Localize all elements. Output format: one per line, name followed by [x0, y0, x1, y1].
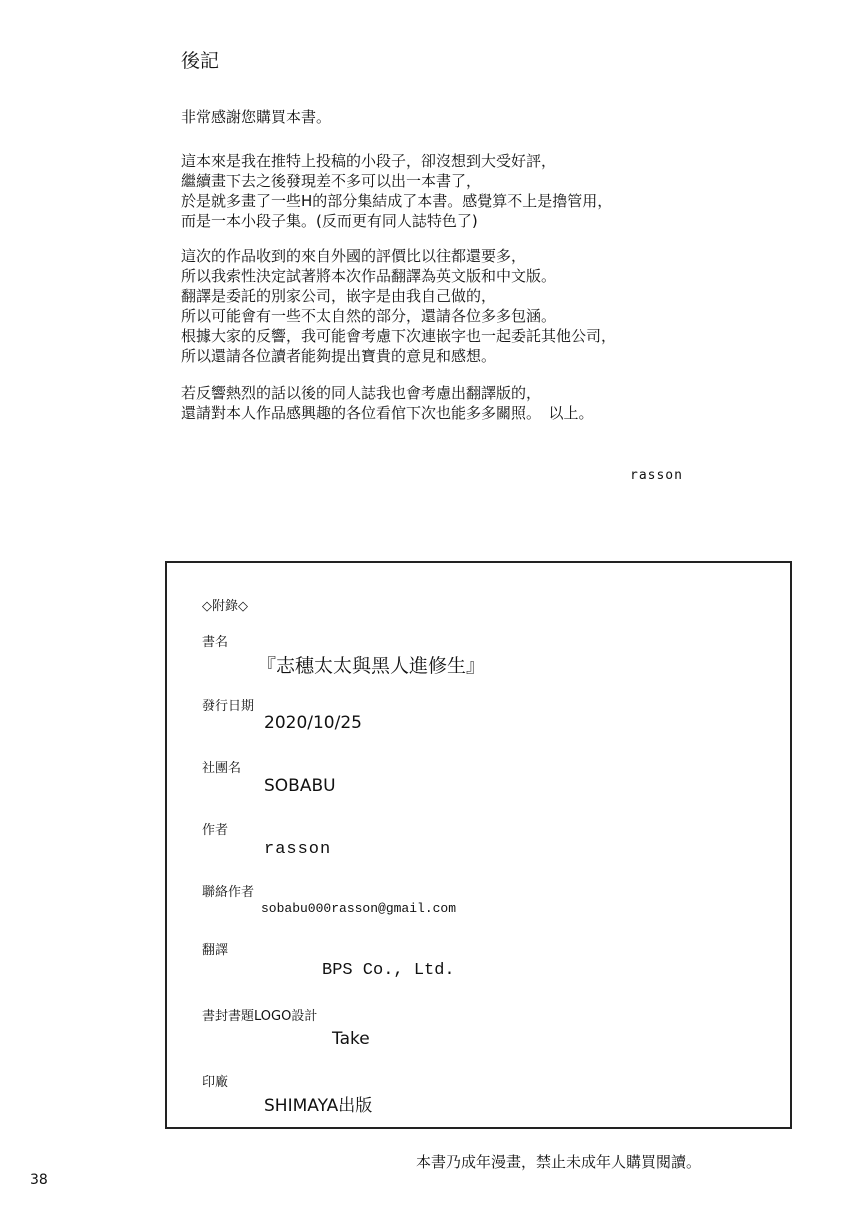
value-contact: sobabu000rasson@gmail.com — [261, 901, 457, 916]
text-line: 還請對本人作品感興趣的各位看倌下次也能多多關照。 以上。 — [181, 404, 594, 422]
value-circle: SOBABU — [264, 776, 336, 796]
page-number: 38 — [30, 1172, 48, 1188]
label-author: 作者 — [202, 823, 229, 838]
text-line: 這本來是我在推特上投稿的小段子，卻沒想到大受好評， — [181, 152, 557, 170]
label-release-date: 發行日期 — [202, 699, 255, 714]
afterword-title: 後記 — [181, 50, 220, 72]
afterword-paragraph-4 — [181, 383, 594, 423]
afterword-paragraph-1 — [181, 107, 331, 127]
text-line: 所以還請各位讀者能夠提出寶貴的意見和感想。 — [181, 347, 497, 365]
value-cover-design: Take — [332, 1029, 370, 1049]
text-line: 若反響熱烈的話以後的同人誌我也會考慮出翻譯版的， — [181, 384, 542, 402]
text-line: 所以我索性決定試著將本次作品翻譯為英文版和中文版。 — [181, 267, 557, 285]
value-release-date: 2020/10/25 — [264, 713, 362, 733]
value-title: 『志穗太太與黑人進修生』 — [257, 655, 486, 677]
text-line: 繼續畫下去之後發現差不多可以出一本書了， — [181, 172, 482, 190]
afterword-paragraph-3 — [181, 246, 616, 366]
text-line: 所以可能會有一些不太自然的部分，還請各位多多包涵。 — [181, 307, 557, 325]
author-signature: rasson — [630, 468, 683, 483]
label-circle: 社團名 — [202, 761, 242, 776]
label-translation: 翻譯 — [202, 943, 229, 958]
text-line: 翻譯是委託的別家公司，嵌字是由我自己做的， — [181, 287, 497, 305]
text-line: 這次的作品收到的來自外國的評價比以往都還要多， — [181, 247, 527, 265]
text-line: 根據大家的反響，我可能會考慮下次連嵌字也一起委託其他公司， — [181, 327, 617, 345]
label-printer: 印廠 — [202, 1075, 229, 1090]
colophon-heading: ◇附錄◇ — [202, 599, 248, 614]
label-title: 書名 — [202, 635, 229, 650]
afterword-paragraph-2 — [181, 151, 612, 231]
label-contact: 聯絡作者 — [202, 885, 255, 900]
adult-content-notice: 本書乃成年漫畫，禁止未成年人購買閱讀。 — [416, 1153, 702, 1171]
label-cover-design: 書封書題LOGO設計 — [202, 1009, 318, 1024]
text-line: 非常感謝您購買本書。 — [181, 108, 332, 126]
colophon-box — [165, 561, 792, 1129]
value-author: rasson — [264, 840, 332, 859]
text-line: 於是就多畫了一些H的部分集結成了本書。感覺算不上是擼管用， — [181, 192, 613, 210]
value-printer: SHIMAYA出版 — [264, 1096, 373, 1116]
value-translation: BPS Co., Ltd. — [322, 961, 455, 980]
text-line: 而是一本小段子集。(反而更有同人誌特色了) — [181, 212, 478, 230]
